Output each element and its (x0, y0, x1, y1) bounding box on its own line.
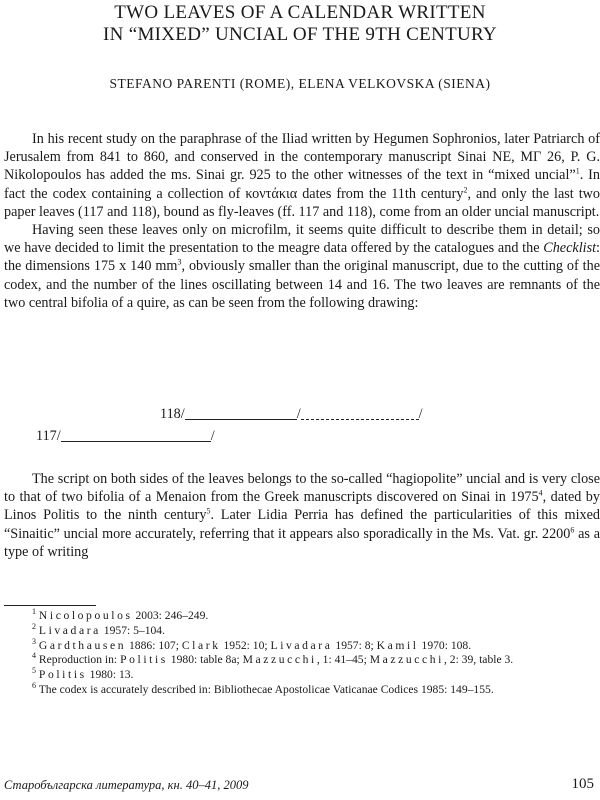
paragraph-2: Having seen these leaves only on microfilm, it seems quite difficult to describe them in detail; so we have decided to limit the presentation to the meagre data offered by the catalogues and the Checklist: the dimensions 175 x 140 $mm^3$, obviously smaller than the original manuscript, due to the cutting of the codex, and the number of the lines oscillating between 14 and 16. The two leaves are remnants of the two central bifolia of a quire, as can be seen from the following drawing: (4, 222, 600, 311)
checklist-italic: Checklist (543, 240, 597, 257)
slash-mark: / (418, 406, 423, 422)
footnote-ref: 2 (463, 184, 468, 194)
paragraph-1: In his recent study on the paraphrase of the Iliad written by Hegumen Sophronios, later Patriarch of Jerusalem from 841 to 860, and conserved in the contemporary manuscript Sinai NE, ΜΓ 26, P. G. Nikolopoulos has added the ms. Sinai gr. 925 to the other witnesses of the text in “mixed uncial”$^1$. In fact the codex containing a collection of κοντάκια dates from the 11th century$^2$, and only the last two paper leaves (117 and 118), bound as fly-leaves (ff. 117 and 118), come from an older uncial manuscript. (4, 131, 600, 220)
leaf-118-solid-line (185, 418, 297, 420)
footnote-4: $^4$ Reproduction in: Politis 1980: table 8a; Mazzucchi, 1: 41–45; Mazzucchi, 2: 39, table 3. (32, 651, 514, 667)
title-line-2: IN “MIXED” UNCIAL OF THE 9TH CENTURY (103, 24, 497, 45)
body-text-lower (4, 470, 600, 561)
leaf-117-label: 117 (36, 428, 57, 444)
leaf-117-solid-line (61, 440, 211, 442)
footnote-3: $^3$ Gardthausen 1886: 107; Clark 1952: 10; Livadara 1957: 8; Kamil 1970: 108. (32, 636, 472, 652)
footnote-ref: 4 (538, 488, 543, 498)
title-line-1: TWO LEAVES OF A CALENDAR WRITTEN (114, 2, 486, 23)
footnote-5: $^5$ Politis 1980: 13. (32, 666, 134, 682)
footnote-1: $^1$ Nicolopoulos 2003: 246–249. (32, 607, 209, 622)
leaf-117-row (36, 428, 215, 445)
leaf-118-dashed-line (301, 418, 419, 420)
footnote-ref: 5 (206, 506, 211, 516)
page-number: 105 (571, 776, 594, 792)
journal-name: Старобългарска литература, кн. 40–41, 2009 (4, 778, 249, 792)
footnote-2: $^2$ Livadara 1957: 5–104. (32, 621, 165, 637)
quire-drawing (0, 400, 600, 450)
leaf-118-label: 118 (160, 406, 181, 422)
slash-mark: / (296, 406, 301, 422)
leaf-118-row (160, 406, 423, 423)
footnote-separator (4, 605, 96, 606)
footnote-ref: 3 (177, 257, 182, 267)
body-text-upper (4, 130, 600, 312)
slash-mark: / (180, 406, 185, 422)
footnotes (4, 609, 596, 698)
article-title (0, 2, 600, 46)
slash-mark: / (210, 428, 215, 444)
slash-mark: / (56, 428, 61, 444)
paragraph-3: The script on both sides of the leaves belongs to the so-called “hagiopolite” uncial and is very close to that of two bifolia of a Menaion from the Greek manuscripts discovered on Sinai in 1975$^4$, dated by Linos Politis to the ninth century$^5$. Later Lidia Perria has defined the particularities of this mixed “Sinaitic” uncial more accurately, referring that it appears also sporadically in the Ms. Vat. gr. 2200$^6$ as a type of writing (4, 471, 600, 560)
footnote-ref: 6 (570, 524, 575, 534)
footnote-6: $^6$ The codex is accurately described in: Bibliothecae Apostolicae Vaticanae Codices 1985: 149–155. (32, 681, 494, 696)
article-authors: STEFANO PARENTI (ROME), ELENA VELKOVSKA (SIENA) (109, 76, 491, 91)
footnote-ref: 1 (575, 166, 580, 176)
page-footer (0, 776, 600, 796)
